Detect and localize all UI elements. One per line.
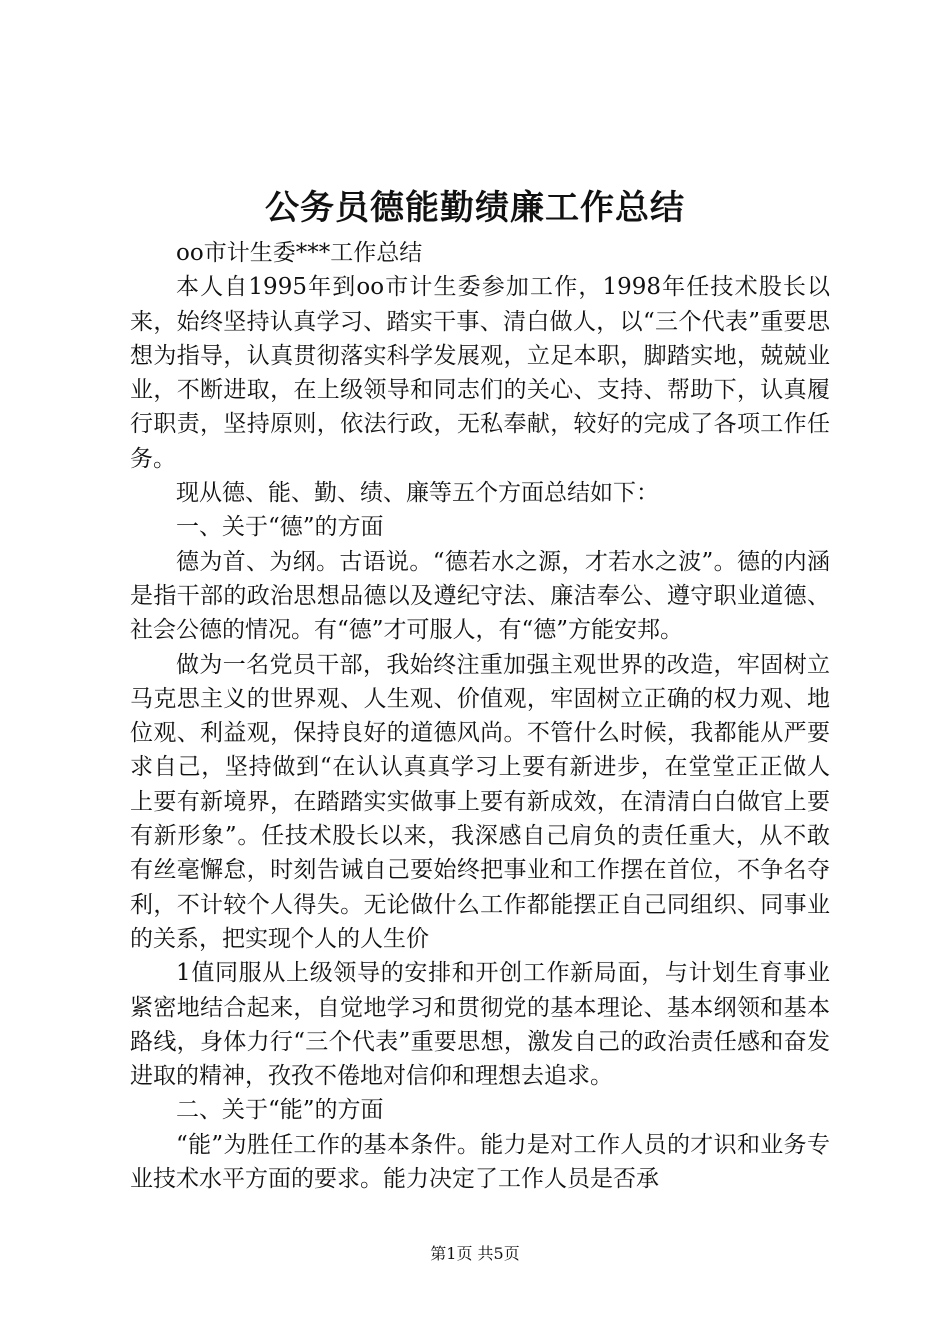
subtitle-paragraph: oo市计生委***工作总结 <box>176 240 423 266</box>
de-continuation-paragraph: 1值同服从上级领导的安排和开创工作新局面，与计划生育事业紧密地结合起来，自觉地学习和贯彻党的基本理论、基本纲领和基本路线，身体力行“三个代表”重要思想，激发自己的政治责任感和奋发进取的精神，孜孜不倦地对信仰和理想去追求。 <box>130 960 830 1090</box>
section-heading-neng: 二、关于“能”的方面 <box>176 1097 384 1124</box>
page-number-footer: 第1页 共5页 <box>430 1244 520 1263</box>
document-body <box>130 236 830 1196</box>
de-practice-paragraph: 做为一名党员干部，我始终注重加强主观世界的改造，牢固树立马克思主义的世界观、人生观、价值观，牢固树立正确的权力观、地位观、利益观，保持良好的道德风尚。不管什么时候，我都能从严要求自己，坚持做到“在认认真真学习上要有新进步，在堂堂正正做人上要有新境界，在踏踏实实做事上要有新成效，在清清白白做官上要有新形象”。任技术股长以来，我深感自己肩负的责任重大，从不敢有丝毫懈怠，时刻告诫自己要始终把事业和工作摆在首位，不争名夺利，不计较个人得失。无论做什么工作都能摆正自己同组织、同事业的关系，把实现个人的人生价 <box>130 651 830 952</box>
de-definition-paragraph: 德为首、为纲。古语说。“德若水之源，才若水之波”。德的内涵是指干部的政治思想品德以及遵纪守法、廉洁奉公、遵守职业道德、社会公德的情况。有“德”才可服人，有“德”方能安邦。 <box>130 548 830 644</box>
intro-paragraph: 本人自1995年到oo市计生委参加工作，1998年任技术股长以来，始终坚持认真学习、踏实干事、清白做人，以“三个代表”重要思想为指导，认真贯彻落实科学发展观，立足本职，脚踏实地，兢兢业业，不断进取，在上级领导和同志们的关心、支持、帮助下，认真履行职责，坚持原则，依法行政，无私奉献，较好的完成了各项工作任务。 <box>130 274 830 472</box>
document-title: 公务员德能勤绩廉工作总结 <box>265 188 685 228</box>
overview-paragraph: 现从德、能、勤、绩、廉等五个方面总结如下： <box>176 480 659 507</box>
section-heading-de: 一、关于“德”的方面 <box>176 514 384 541</box>
neng-definition-paragraph: “能”为胜任工作的基本条件。能力是对工作人员的才识和业务专业技术水平方面的要求。能力决定了工作人员是否承 <box>130 1131 830 1193</box>
